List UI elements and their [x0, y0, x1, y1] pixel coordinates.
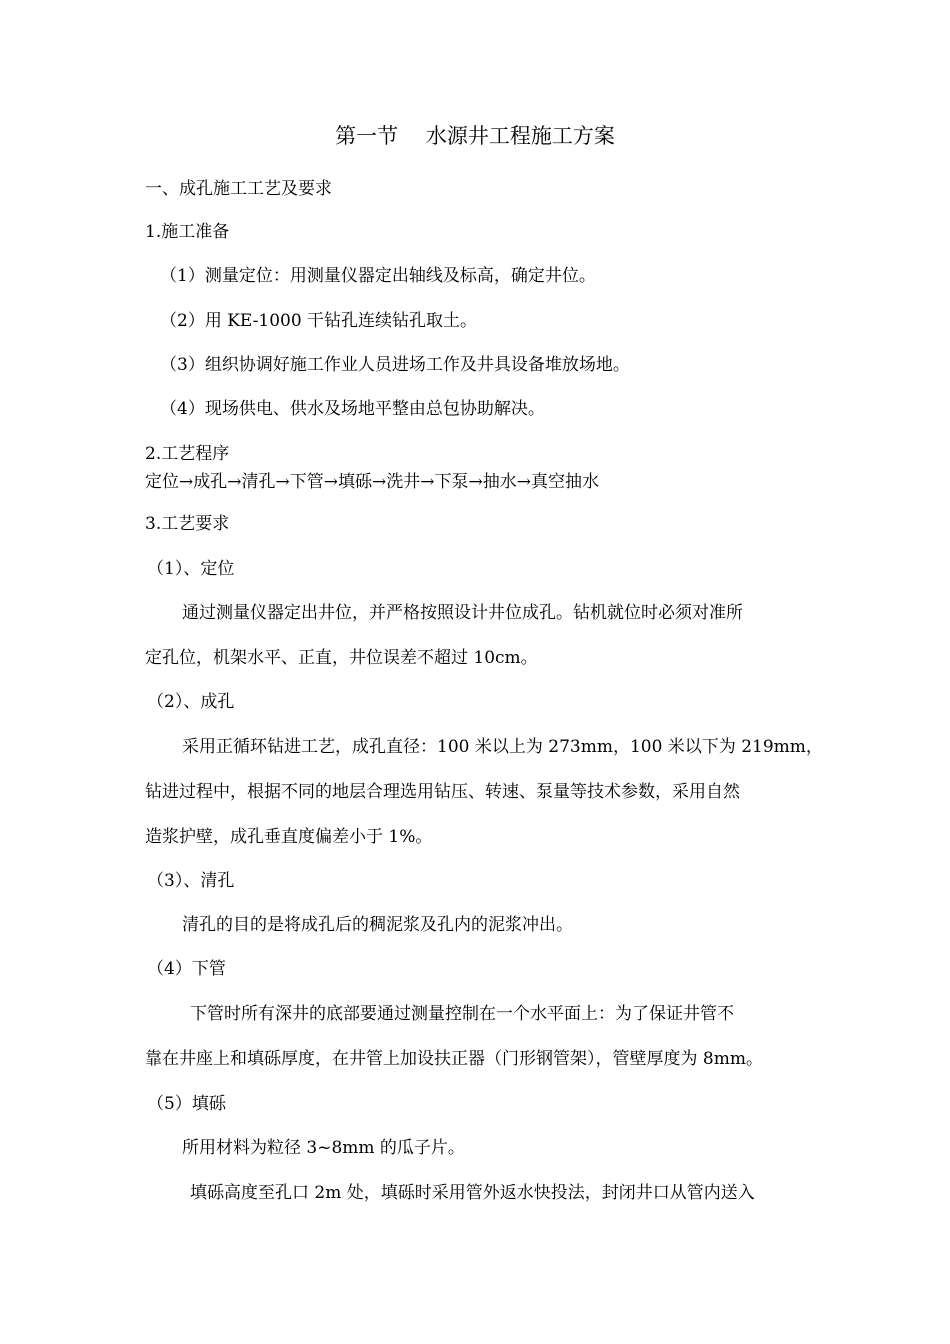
page-title: 第一节 水源井工程施工方案 — [335, 124, 615, 148]
list-item: （3）组织协调好施工作业人员进场工作及井具设备堆放场地。 — [160, 355, 630, 375]
subsection-heading-prep: 1.施工准备 — [145, 222, 230, 242]
paragraph-line: 定孔位，机架水平、正直，井位误差不超过 10cm。 — [145, 648, 538, 668]
subsection-heading-procedure: 2.工艺程序 — [145, 444, 230, 464]
paragraph-line: 清孔的目的是将成孔后的稠泥浆及孔内的泥浆冲出。 — [182, 915, 573, 935]
item-heading-cleaning: （3）、清孔 — [147, 871, 235, 891]
list-item: （1）测量定位：用测量仪器定出轴线及标高，确定井位。 — [160, 266, 596, 286]
procedure-flow: 定位→成孔→清孔→下管→填砾→洗井→下泵→抽水→真空抽水 — [145, 472, 599, 492]
subsection-heading-requirements: 3.工艺要求 — [145, 514, 230, 534]
item-heading-casing: （4）下管 — [147, 959, 226, 979]
item-heading-positioning: （1）、定位 — [147, 559, 235, 579]
paragraph-line: 靠在井座上和填砾厚度，在井管上加设扶正器（门形钢管架），管壁厚度为 8mm。 — [145, 1049, 763, 1069]
list-item: （4）现场供电、供水及场地平整由总包协助解决。 — [160, 399, 545, 419]
list-item: （2）用 KE-1000 干钻孔连续钻孔取土。 — [160, 311, 478, 331]
paragraph-line: 填砾高度至孔口 2m 处，填砾时采用管外返水快投法，封闭井口从管内送入 — [190, 1183, 755, 1203]
item-heading-drilling: （2）、成孔 — [147, 692, 235, 712]
section-heading: 一、成孔施工工艺及要求 — [145, 179, 332, 199]
paragraph-line: 采用正循环钻进工艺，成孔直径：100 米以上为 273mm，100 米以下为 219mm， — [182, 737, 823, 757]
paragraph-line: 钻进过程中，根据不同的地层合理选用钻压、转速、泵量等技术参数，采用自然 — [145, 782, 740, 802]
paragraph-line: 下管时所有深井的底部要通过测量控制在一个水平面上：为了保证井管不 — [190, 1004, 734, 1024]
paragraph-line: 造浆护壁，成孔垂直度偏差小于 1%。 — [145, 827, 433, 847]
paragraph-line: 所用材料为粒径 3~8mm 的瓜子片。 — [182, 1138, 465, 1158]
item-heading-gravel: （5）填砾 — [147, 1094, 226, 1114]
paragraph-line: 通过测量仪器定出井位，并严格按照设计井位成孔。钻机就位时必须对准所 — [182, 603, 743, 623]
